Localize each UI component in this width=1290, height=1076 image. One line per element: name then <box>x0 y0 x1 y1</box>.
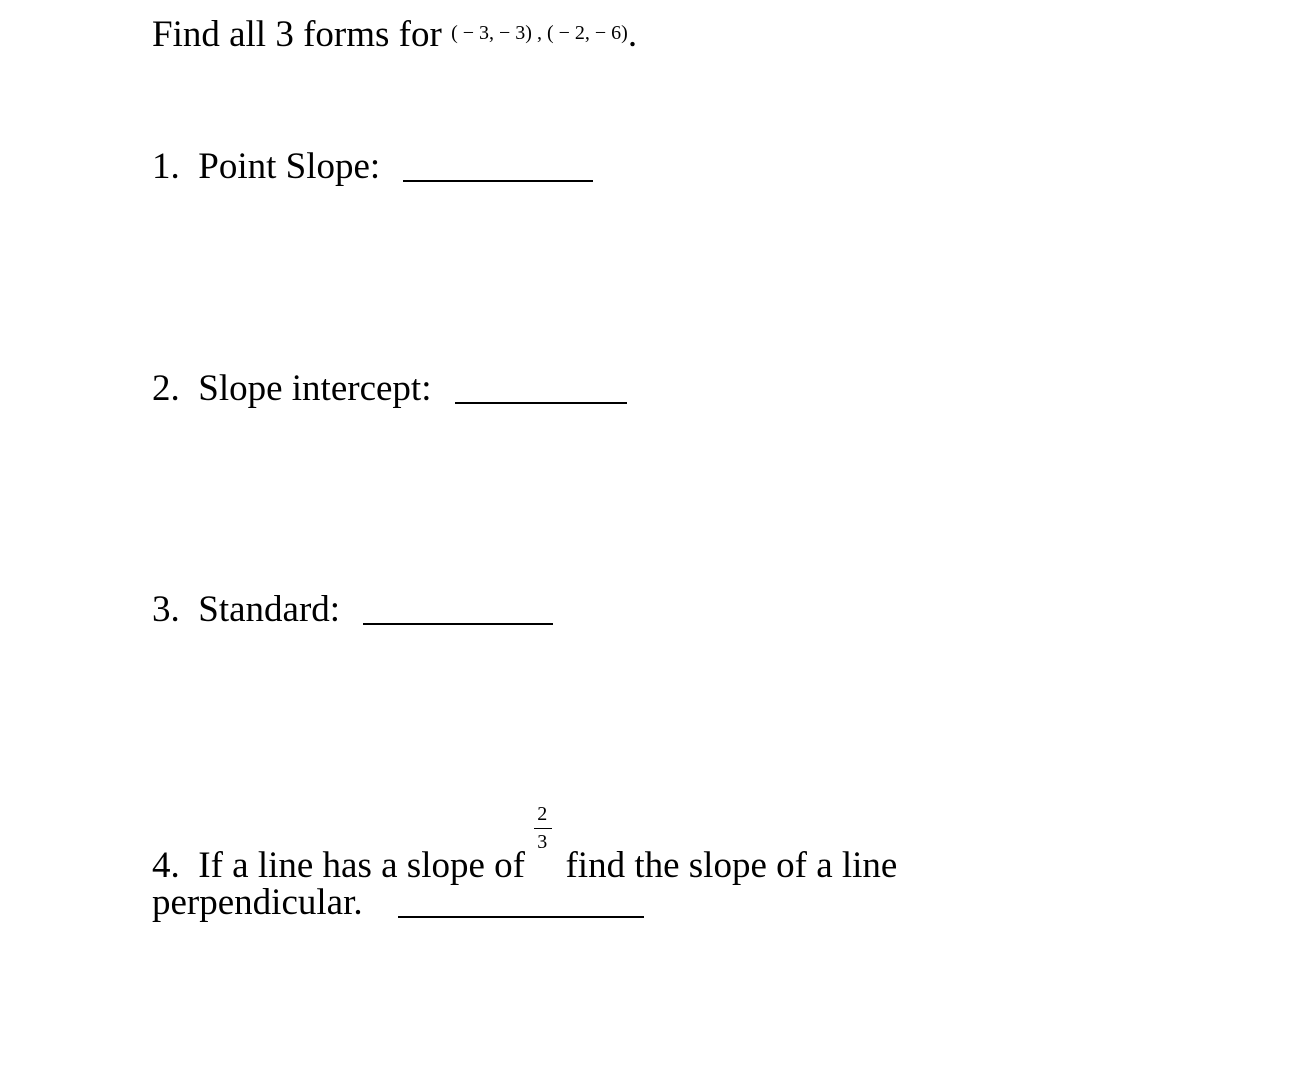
answer-blank[interactable] <box>455 401 627 404</box>
question-2 <box>152 370 627 407</box>
instruction-period: . <box>627 14 638 55</box>
question-text-continued: find the slope of a line <box>565 845 898 886</box>
question-3 <box>152 591 553 628</box>
question-number: 1. <box>152 146 180 187</box>
answer-blank[interactable] <box>403 179 593 182</box>
fraction-bar <box>534 828 552 829</box>
question-label: Standard: <box>198 589 341 630</box>
instruction-text: Find all 3 forms for <box>152 14 442 55</box>
instruction-line <box>152 16 637 53</box>
slope-denominator: 3 <box>537 831 548 853</box>
question-label: Point Slope: <box>198 146 381 187</box>
slope-numerator: 2 <box>537 803 548 825</box>
question-text-line2: perpendicular. <box>152 882 363 923</box>
question-text: If a line has a slope of <box>198 845 525 886</box>
answer-blank[interactable] <box>363 622 553 625</box>
question-label: Slope intercept: <box>198 368 432 409</box>
question-1 <box>152 148 593 185</box>
slope-fraction <box>534 803 556 877</box>
answer-blank[interactable] <box>398 915 644 918</box>
question-number: 3. <box>152 589 180 630</box>
question-number: 2. <box>152 368 180 409</box>
question-4-line-2 <box>152 884 644 921</box>
given-points: ( − 3, − 3) , ( − 2, − 6) <box>451 22 628 44</box>
question-number: 4. <box>152 845 180 886</box>
question-4 <box>152 803 898 886</box>
